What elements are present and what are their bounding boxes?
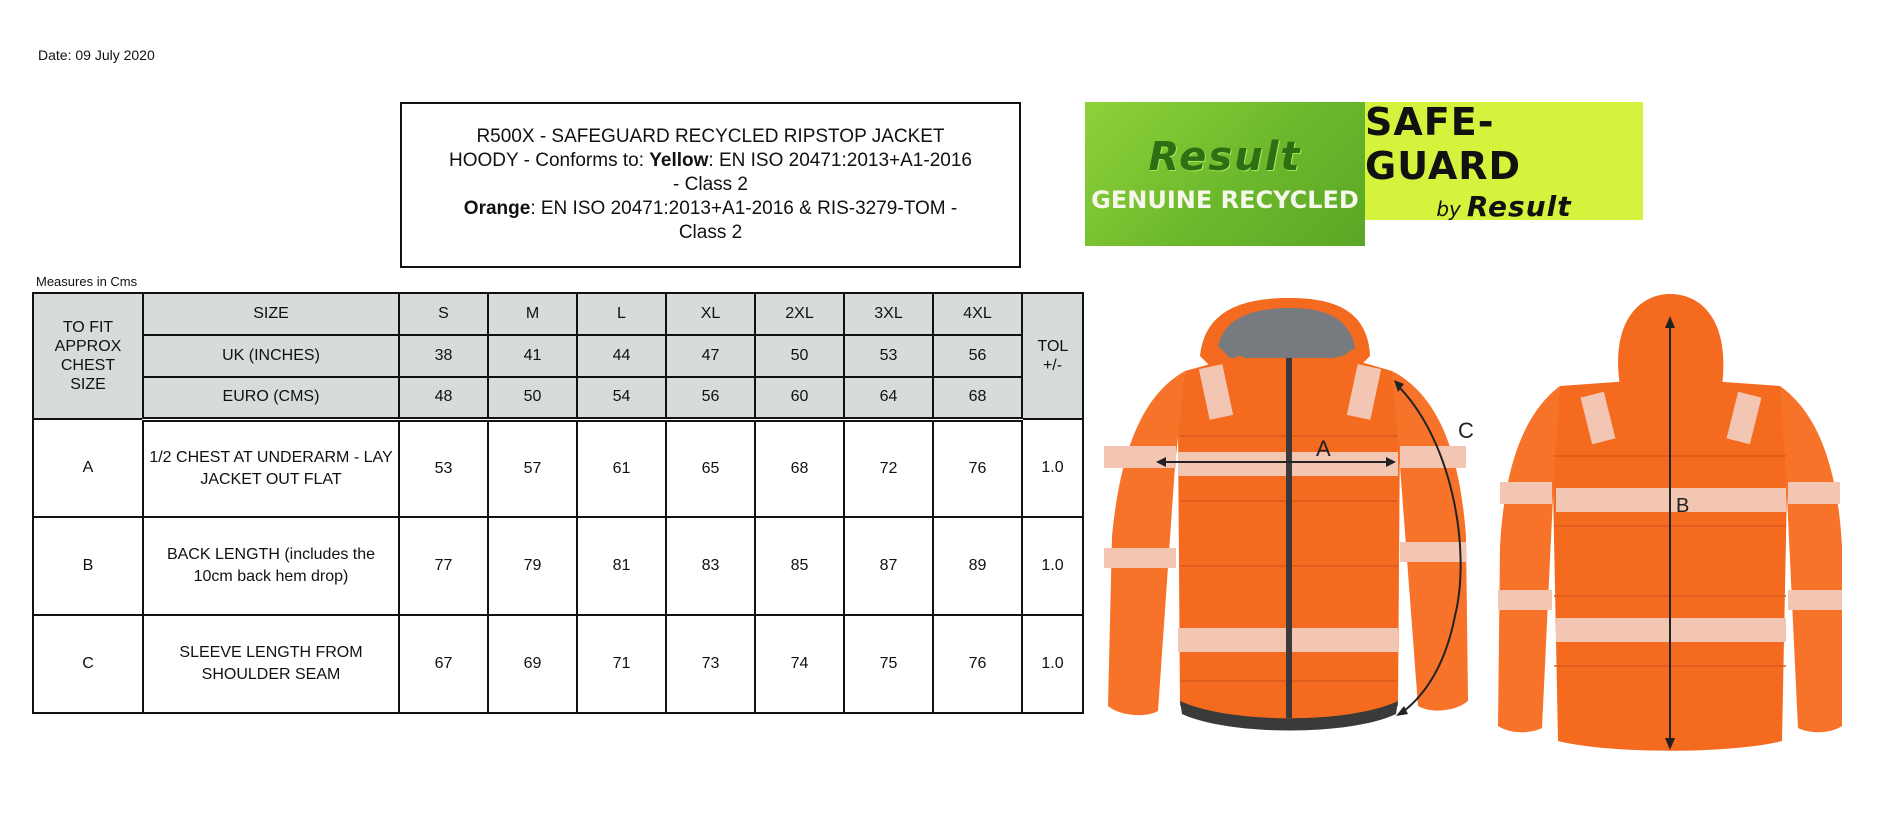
size-label-cell: SIZE [143,293,399,335]
measure-code: B [33,517,143,615]
uk-cell: 56 [933,335,1022,377]
euro-cell: 56 [666,377,755,419]
jacket-front-image [1100,286,1480,756]
genuine-recycled-text: GENUINE RECYCLED [1091,186,1359,214]
measurement-row-a [33,419,1083,517]
measure-c-label: C [1458,418,1474,443]
title-line-4: Orange: EN ISO 20471:2013+A1-2016 & RIS-3279-TOM - [463,198,958,219]
uk-cell: 44 [577,335,666,377]
measure-code: A [33,419,143,517]
product-title-box [400,102,1021,268]
measure-value: 81 [577,517,666,615]
measure-value: 69 [488,615,577,713]
fit-label-cell: TO FIT APPROX CHEST SIZE [33,293,143,419]
document-date: Date: 09 July 2020 [38,47,155,63]
measurement-row-b [33,517,1083,615]
measure-value: 76 [933,615,1022,713]
euro-cell: 60 [755,377,844,419]
measure-a-label: A [1316,436,1331,461]
result-brand-text: Result [1148,134,1302,180]
measure-desc: SLEEVE LENGTH FROM SHOULDER SEAM [143,615,399,713]
measure-tol: 1.0 [1022,419,1083,517]
left-sleeve [1108,371,1185,715]
uk-cell: 50 [755,335,844,377]
size-cell: S [399,293,488,335]
euro-cell: 50 [488,377,577,419]
euro-label-cell: EURO (CMS) [143,377,399,419]
size-cell: 4XL [933,293,1022,335]
title-line-2: HOODY - Conforms to: Yellow: EN ISO 20471:2013+A1-2016 [449,150,972,171]
uk-cell: 41 [488,335,577,377]
euro-cell: 54 [577,377,666,419]
uk-label-cell: UK (INCHES) [143,335,399,377]
size-cell: M [488,293,577,335]
measure-desc: 1/2 CHEST AT UNDERARM - LAY JACKET OUT FLAT [143,419,399,517]
measure-value: 74 [755,615,844,713]
title-line-1: R500X - SAFEGUARD RECYCLED RIPSTOP JACKET [476,126,945,147]
right-back-sleeve [1780,386,1842,732]
measure-value: 83 [666,517,755,615]
measure-value: 75 [844,615,933,713]
measure-tol: 1.0 [1022,517,1083,615]
uk-cell: 38 [399,335,488,377]
size-cell: 2XL [755,293,844,335]
measure-value: 76 [933,419,1022,517]
measure-value: 57 [488,419,577,517]
euro-cell: 64 [844,377,933,419]
measure-value: 77 [399,517,488,615]
front-zip [1286,358,1292,718]
euro-row [33,377,1083,419]
uk-cell: 47 [666,335,755,377]
size-cell: L [577,293,666,335]
measure-value: 89 [933,517,1022,615]
size-cell: 3XL [844,293,933,335]
size-cell: XL [666,293,755,335]
measure-value: 53 [399,419,488,517]
measure-value: 79 [488,517,577,615]
measure-value: 73 [666,615,755,713]
measure-tol: 1.0 [1022,615,1083,713]
measure-c-arrowhead-bottom [1396,706,1408,716]
safeguard-logo [1365,99,1643,223]
measure-value: 87 [844,517,933,615]
measure-value: 67 [399,615,488,713]
euro-cell: 68 [933,377,1022,419]
by-result-text: by Result [1436,189,1572,223]
brand-logos [1085,99,1643,246]
euro-cell: 48 [399,377,488,419]
measure-value: 61 [577,419,666,517]
left-back-sleeve [1498,386,1560,732]
jacket-back-image [1490,286,1850,756]
title-line-5: Class 2 [678,222,743,243]
right-sleeve [1392,371,1468,711]
measurement-row-c [33,615,1083,713]
tol-label-cell: TOL +/- [1022,293,1083,419]
measure-desc: BACK LENGTH (includes the 10cm back hem drop) [143,517,399,615]
measure-value: 71 [577,615,666,713]
size-chart-table [32,292,1084,714]
uk-row [33,335,1083,377]
measure-value: 85 [755,517,844,615]
title-line-3: - Class 2 [673,174,748,195]
measure-b-label: B [1676,495,1690,517]
uk-cell: 53 [844,335,933,377]
measure-value: 72 [844,419,933,517]
measures-note: Measures in Cms [36,274,138,289]
size-row [33,293,1083,335]
measure-value: 65 [666,419,755,517]
measure-value: 68 [755,419,844,517]
measure-code: C [33,615,143,713]
safeguard-text: SAFE-GUARD [1365,99,1522,188]
result-recycled-logo [1085,102,1365,246]
